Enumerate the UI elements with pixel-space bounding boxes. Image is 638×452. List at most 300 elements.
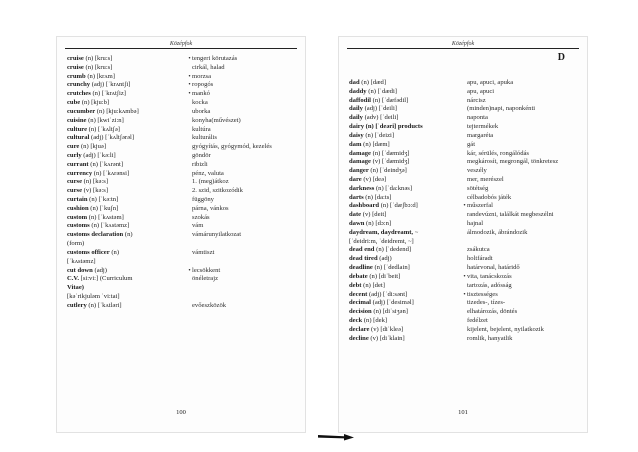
entry-translation: pénz, valuta bbox=[192, 169, 224, 177]
entry-list bbox=[349, 79, 581, 343]
entry-word: customs bbox=[67, 222, 90, 230]
page-number: 100 bbox=[176, 409, 186, 416]
entry-translation bbox=[192, 240, 299, 249]
entry-pronunciation: ~ bbox=[413, 228, 419, 236]
entry-word: daffodil bbox=[349, 96, 371, 104]
entry-headword bbox=[349, 273, 462, 282]
entry-translation: (minden)napi, naponkénti bbox=[467, 105, 536, 113]
entry-word: daydream, daydreamt, bbox=[349, 228, 414, 236]
entry-word: damage bbox=[349, 158, 371, 166]
entry-word: customs declaration bbox=[67, 231, 124, 239]
entry-word: deadline bbox=[349, 264, 373, 272]
entry-headword bbox=[349, 326, 462, 335]
dictionary-entry bbox=[67, 143, 299, 152]
entry-pronunciation: (n) [kru:s] bbox=[83, 63, 113, 71]
entry-word: daily bbox=[349, 114, 363, 122]
entry-word: decent bbox=[349, 290, 368, 298]
entry-pronunciation: (adj) [ˈdeili] bbox=[362, 105, 397, 113]
entry-pronunciation: (adj) [ˈkrʌntʃi] bbox=[90, 81, 131, 89]
dictionary-entry bbox=[349, 150, 581, 159]
entry-word: dairy (n) [ˈdeəri] products bbox=[349, 123, 423, 131]
entry-pronunciation: (n) [krʌm] bbox=[85, 72, 115, 80]
entry-pronunciation: (n) [ˈkrʌtʃiz] bbox=[90, 90, 126, 98]
dictionary-entry bbox=[349, 167, 581, 176]
dictionary-entry bbox=[67, 187, 299, 196]
section-letter: D bbox=[557, 52, 565, 63]
dictionary-entry bbox=[349, 220, 581, 229]
entry-pronunciation: (v) [kə:s] bbox=[82, 187, 109, 195]
entry-pronunciation: (n) [ˈdeindʒə] bbox=[368, 167, 407, 175]
margin-mark: • bbox=[463, 272, 466, 280]
dictionary-entry bbox=[67, 222, 299, 231]
entry-pronunciation: (form) bbox=[67, 240, 85, 248]
entry-word: dead tired bbox=[349, 255, 378, 263]
entry-headword bbox=[349, 132, 462, 141]
margin-mark: • bbox=[188, 90, 191, 98]
dictionary-entry bbox=[349, 158, 581, 167]
entry-headword bbox=[67, 249, 187, 258]
entry-translation: gát bbox=[467, 140, 476, 148]
dictionary-entry bbox=[67, 275, 299, 284]
dictionary-entry bbox=[67, 231, 299, 240]
entry-pronunciation: (n) [da:ts] bbox=[363, 193, 392, 201]
entry-headword bbox=[349, 264, 462, 273]
entry-pronunciation: (adv) [ˈdeili] bbox=[362, 114, 399, 122]
entry-pronunciation: (v) [diˈkleə] bbox=[369, 325, 404, 333]
dictionary-entry bbox=[349, 326, 581, 335]
dictionary-entry bbox=[67, 108, 299, 117]
entry-pronunciation: (n) [dek] bbox=[362, 316, 388, 324]
dictionary-entry bbox=[349, 88, 581, 97]
page-header: Középfok bbox=[65, 41, 297, 49]
entry-translation: naponta bbox=[467, 114, 488, 122]
entry-pronunciation: (n) bbox=[123, 231, 133, 239]
entry-pronunciation: (n) [kru:s] bbox=[83, 55, 113, 62]
margin-mark: • bbox=[188, 81, 191, 89]
entry-headword bbox=[349, 114, 462, 123]
entry-translation: kulturális bbox=[192, 134, 217, 142]
dictionary-entry bbox=[67, 161, 299, 170]
dictionary-entry bbox=[349, 273, 581, 282]
entry-translation: margaréta bbox=[467, 131, 494, 139]
entry-pronunciation: (n) [ˈkʌtləri] bbox=[86, 301, 122, 309]
entry-word: cut down bbox=[67, 266, 93, 274]
entry-word: debate bbox=[349, 272, 368, 280]
dictionary-entry bbox=[349, 317, 581, 326]
margin-mark: • bbox=[463, 202, 466, 210]
entry-headword bbox=[349, 211, 462, 220]
entry-word: dad bbox=[349, 79, 360, 86]
entry-translation: ribizli bbox=[192, 160, 208, 168]
entry-pronunciation: (n) bbox=[109, 248, 120, 256]
entry-translation: mer, merészel bbox=[467, 175, 504, 183]
entry-translation: apu, apuci bbox=[467, 87, 495, 95]
dictionary-entry bbox=[349, 229, 581, 238]
dictionary-entry bbox=[67, 134, 299, 143]
entry-word: dawn bbox=[349, 220, 365, 227]
entry-headword bbox=[67, 267, 187, 276]
entry-word: dead end bbox=[349, 246, 375, 254]
entry-translation: veszély bbox=[467, 167, 487, 175]
entry-word: dare bbox=[349, 175, 362, 183]
entry-translation: zsákutca bbox=[467, 246, 490, 254]
entry-translation: gyógyítás, gyógymód, kezelés bbox=[192, 143, 272, 151]
entry-translation: kultúra bbox=[192, 125, 211, 133]
entry-translation: függöny bbox=[192, 196, 214, 203]
entry-translation: célbadobós játék bbox=[467, 193, 512, 201]
entry-word: crunchy bbox=[67, 81, 91, 89]
entry-translation: morzsa bbox=[192, 72, 212, 80]
entry-headword bbox=[349, 238, 462, 247]
entry-word: debt bbox=[349, 281, 362, 289]
entry-translation: apu, apuci, apuka bbox=[467, 79, 514, 86]
dictionary-entry bbox=[349, 97, 581, 106]
entry-pronunciation: (n) [diˈsiʒən] bbox=[371, 308, 408, 316]
entry-pronunciation: (n) [ˈkʌrənsi] bbox=[92, 169, 130, 177]
entry-headword bbox=[349, 105, 462, 114]
entry-translation: vámárunyilatkozat bbox=[192, 231, 242, 239]
dictionary-entry bbox=[67, 205, 299, 214]
entry-pronunciation: (n) [ˈdædi] bbox=[366, 87, 398, 95]
entry-pronunciation: (n) [diˈbeit] bbox=[367, 272, 401, 280]
dictionary-entry bbox=[67, 99, 299, 108]
entry-headword bbox=[349, 229, 462, 238]
entry-word: declare bbox=[349, 325, 370, 333]
entry-pronunciation: (n) [ˈdedlain] bbox=[372, 264, 410, 272]
entry-headword bbox=[67, 143, 187, 152]
entry-translation: tengeri körutazás bbox=[192, 55, 238, 62]
entry-pronunciation: (n) [ˈkuʃn] bbox=[88, 204, 119, 212]
dictionary-entry bbox=[67, 196, 299, 205]
entry-headword bbox=[67, 134, 187, 143]
dictionary-entry bbox=[349, 176, 581, 185]
entry-pronunciation: (n) [kə:s] bbox=[82, 178, 109, 186]
entry-translation: uborka bbox=[192, 107, 211, 115]
entry-translation: ropogós bbox=[192, 81, 214, 89]
entry-pronunciation: (n) [ˈkʌrənt] bbox=[88, 160, 124, 168]
entry-headword bbox=[349, 335, 462, 344]
entry-headword bbox=[349, 97, 462, 106]
entry-pronunciation: [kəˈrikjuləm ˈvi:tai] bbox=[67, 292, 120, 300]
entry-word: darkness bbox=[349, 184, 375, 192]
entry-headword bbox=[349, 291, 462, 300]
entry-pronunciation: (v) [deə] bbox=[361, 175, 387, 183]
entry-pronunciation: (adj) [ˈkə:li] bbox=[81, 151, 116, 159]
entry-headword bbox=[349, 246, 462, 255]
entry-headword bbox=[67, 187, 187, 196]
dictionary-entry bbox=[349, 211, 581, 220]
entry-translation: mankó bbox=[192, 90, 210, 98]
entry-word: dam bbox=[349, 140, 362, 148]
dictionary-entry bbox=[349, 132, 581, 141]
entry-word: cure bbox=[67, 143, 80, 151]
dictionary-entry bbox=[67, 170, 299, 179]
entry-word: darts bbox=[349, 193, 364, 201]
entry-headword bbox=[67, 64, 187, 73]
entry-word: danger bbox=[349, 167, 369, 175]
entry-pronunciation: (n) [ˈdedend] bbox=[374, 246, 412, 254]
entry-word: decline bbox=[349, 334, 369, 342]
entry-headword bbox=[349, 299, 462, 308]
margin-mark: • bbox=[188, 72, 191, 80]
entry-headword bbox=[67, 178, 187, 187]
entry-pronunciation: (adj) bbox=[377, 255, 392, 263]
dictionary-entry bbox=[67, 293, 299, 302]
entry-word: deck bbox=[349, 316, 363, 324]
entry-translation bbox=[467, 238, 581, 247]
entry-translation: megkárosít, megrongál, tönkretesz bbox=[467, 158, 559, 166]
entry-headword bbox=[67, 275, 187, 284]
entry-translation: szokás bbox=[192, 213, 210, 221]
entry-pronunciation: (v) [ˈdæmidʒ] bbox=[370, 158, 410, 166]
dictionary-entry bbox=[67, 249, 299, 258]
dictionary-entry bbox=[67, 64, 299, 73]
dictionary-entry bbox=[349, 264, 581, 273]
entry-word: dashboard bbox=[349, 202, 380, 210]
entry-pronunciation: (n) [dɔ:n] bbox=[364, 220, 392, 227]
entry-translation: romlik, hanyatlik bbox=[467, 334, 513, 342]
dictionary-entry bbox=[349, 79, 581, 88]
page-header: Középfok bbox=[347, 41, 579, 49]
entry-translation: cirkál, halad bbox=[192, 63, 225, 71]
entry-translation: holtfáradt bbox=[467, 255, 493, 263]
entry-word: cushion bbox=[67, 204, 89, 212]
entry-headword bbox=[67, 293, 187, 302]
entry-headword bbox=[349, 202, 462, 211]
right-page bbox=[338, 36, 588, 433]
entry-translation: sötétség bbox=[467, 184, 489, 192]
entry-pronunciation: [ˈkʌstəmz] bbox=[67, 257, 96, 265]
dictionary-entry bbox=[67, 302, 299, 311]
entry-word: curse bbox=[67, 178, 83, 186]
entry-translation: műszerfal bbox=[467, 202, 493, 210]
entry-word: decimal bbox=[349, 299, 371, 307]
entry-translation: göndör bbox=[192, 151, 211, 159]
entry-translation: tartozás, adósság bbox=[467, 281, 512, 289]
entry-word: daddy bbox=[349, 87, 367, 95]
entry-headword bbox=[67, 302, 187, 311]
entry-translation: nárcisz bbox=[467, 96, 486, 104]
dictionary-entry bbox=[67, 240, 299, 249]
entry-translation: lecsökkent bbox=[192, 266, 221, 274]
entry-word: cruise bbox=[67, 55, 84, 62]
page-number: 101 bbox=[458, 409, 468, 416]
entry-headword bbox=[67, 214, 187, 223]
entry-headword bbox=[67, 126, 187, 135]
entry-pronunciation: (v) [diˈklain] bbox=[368, 334, 405, 342]
dictionary-entry bbox=[349, 308, 581, 317]
entry-translation: hajnal bbox=[467, 220, 484, 227]
left-page bbox=[56, 36, 306, 433]
margin-mark: • bbox=[188, 55, 191, 62]
entry-word: currency bbox=[67, 169, 93, 177]
entry-translation: kijelent, bejelent, nyilatkozik bbox=[467, 325, 544, 333]
entry-pronunciation: [si:vi:] (Curriculum bbox=[78, 275, 133, 283]
entry-headword bbox=[67, 205, 187, 214]
entry-pronunciation: (n) [ˈdæfədil] bbox=[370, 96, 409, 104]
dictionary-entry bbox=[349, 123, 581, 132]
entry-pronunciation: (n) [ˈkʌstəmz] bbox=[89, 222, 130, 230]
entry-headword bbox=[67, 108, 187, 117]
entry-headword bbox=[349, 194, 462, 203]
entry-translation: elhatározás, döntés bbox=[467, 308, 518, 316]
entry-headword bbox=[349, 185, 462, 194]
dictionary-entry bbox=[67, 258, 299, 267]
entry-headword bbox=[349, 79, 462, 88]
entry-pronunciation: (n) [kjuə] bbox=[79, 143, 107, 151]
entry-translation bbox=[192, 284, 299, 293]
entry-word: customs officer bbox=[67, 248, 110, 256]
entry-headword bbox=[349, 167, 462, 176]
entry-pronunciation: (n) [kju:kʌmbə] bbox=[95, 107, 139, 115]
entry-pronunciation: (v) [deit] bbox=[361, 211, 387, 219]
entry-translation: evőeszközök bbox=[192, 301, 227, 309]
entry-pronunciation: (n) [ˈkə:tn] bbox=[87, 196, 119, 203]
dictionary-entry bbox=[349, 246, 581, 255]
entry-pronunciation: (n) [kwiˈzi:n] bbox=[86, 116, 124, 124]
entry-translation: vámtiszt bbox=[192, 248, 215, 256]
entry-translation: 2. szid, szitkozódik bbox=[192, 187, 243, 195]
entry-translation: tisztességes bbox=[467, 290, 498, 298]
entry-pronunciation: (n) [ˈda:knəs] bbox=[374, 184, 413, 192]
entry-pronunciation: (n) [dæm] bbox=[361, 140, 390, 148]
dictionary-entry bbox=[67, 284, 299, 293]
entry-headword bbox=[67, 81, 187, 90]
entry-word: curse bbox=[67, 187, 83, 195]
entry-pronunciation: (n) [ˈkʌltʃə] bbox=[87, 125, 120, 133]
entry-headword bbox=[67, 55, 187, 64]
dictionary-entry bbox=[67, 55, 299, 64]
entry-word: cultural bbox=[67, 134, 90, 142]
entry-word: custom bbox=[67, 213, 88, 221]
entry-word: curtain bbox=[67, 196, 88, 203]
dictionary-entry bbox=[349, 282, 581, 291]
entry-word: C.V. bbox=[67, 275, 79, 283]
dictionary-entry bbox=[349, 105, 581, 114]
entry-headword bbox=[67, 170, 187, 179]
entry-headword bbox=[67, 258, 187, 267]
entry-word: cucumber bbox=[67, 107, 96, 115]
entry-pronunciation: (adj) [ˈdesiməl] bbox=[370, 299, 414, 307]
entry-translation: önéletrajz bbox=[192, 275, 218, 283]
entry-headword bbox=[349, 308, 462, 317]
entry-headword bbox=[67, 196, 187, 205]
entry-word: daily bbox=[349, 105, 363, 113]
entry-pronunciation: (n) [ˈdeizi] bbox=[363, 131, 395, 139]
entry-translation: határvonal, határidő bbox=[467, 264, 520, 272]
entry-word: damage bbox=[349, 149, 371, 157]
dictionary-entry bbox=[67, 126, 299, 135]
entry-translation: tizedes-, tízes- bbox=[467, 299, 506, 307]
entry-pronunciation: (adj) [ˈkʌltʃərəl] bbox=[89, 134, 135, 142]
dictionary-entry bbox=[67, 90, 299, 99]
dictionary-entry bbox=[349, 202, 581, 211]
entry-pronunciation: (n) [ˈdæmidʒ] bbox=[370, 149, 410, 157]
entry-word: crutches bbox=[67, 90, 91, 98]
dictionary-entry bbox=[67, 117, 299, 126]
dictionary-entry bbox=[349, 141, 581, 150]
entry-headword bbox=[349, 317, 462, 326]
entry-headword bbox=[67, 231, 187, 240]
entry-pronunciation: [ˈdeidri:m, ˈdeidremt, ~] bbox=[349, 237, 414, 245]
entry-headword bbox=[67, 73, 187, 82]
entry-headword bbox=[349, 88, 462, 97]
margin-mark: • bbox=[188, 266, 191, 274]
entry-word: culture bbox=[67, 125, 88, 133]
dictionary-entry bbox=[67, 73, 299, 82]
entry-headword bbox=[349, 176, 462, 185]
entry-pronunciation: (n) [det] bbox=[361, 281, 385, 289]
entry-headword bbox=[67, 161, 187, 170]
arrow-icon bbox=[318, 433, 354, 441]
entry-translation: párna, vánkos bbox=[192, 204, 229, 212]
entry-pronunciation: (adj) bbox=[92, 266, 107, 274]
entry-translation: randevúzni, találkát megbeszélni bbox=[467, 211, 554, 219]
entry-headword bbox=[67, 284, 187, 293]
entry-headword bbox=[349, 123, 462, 132]
entry-word: cruise bbox=[67, 63, 84, 71]
entry-word: Vitae) bbox=[67, 284, 84, 292]
entry-translation bbox=[192, 293, 299, 302]
dictionary-entry bbox=[67, 267, 299, 276]
entry-headword bbox=[349, 141, 462, 150]
entry-translation: kár, sérülés, rongálódás bbox=[467, 149, 529, 157]
entry-word: daisy bbox=[349, 131, 364, 139]
entry-translation bbox=[192, 258, 299, 267]
entry-pronunciation: (n) [ˈdæʃbɔ:d] bbox=[379, 202, 418, 210]
entry-headword bbox=[67, 222, 187, 231]
dictionary-entry bbox=[349, 255, 581, 264]
dictionary-entry bbox=[349, 114, 581, 123]
entry-headword bbox=[349, 255, 462, 264]
entry-headword bbox=[349, 220, 462, 229]
entry-word: cuisine bbox=[67, 116, 87, 124]
entry-translation: tejtermékek bbox=[467, 123, 499, 131]
entry-headword bbox=[349, 158, 462, 167]
entry-translation: álmodozik, ábrándozik bbox=[467, 228, 528, 236]
dictionary-entry bbox=[67, 178, 299, 187]
entry-translation: vita, tanácskozás bbox=[467, 272, 512, 280]
entry-headword bbox=[67, 152, 187, 161]
entry-pronunciation: (n) [ˈkʌstəm] bbox=[87, 213, 124, 221]
entry-pronunciation: (adj) [ˈdi:sənt] bbox=[367, 290, 408, 298]
dictionary-entry bbox=[349, 194, 581, 203]
entry-word: decision bbox=[349, 308, 372, 316]
entry-headword bbox=[349, 282, 462, 291]
entry-word: currant bbox=[67, 160, 89, 168]
dictionary-entry bbox=[349, 238, 581, 247]
entry-translation: vám bbox=[192, 222, 204, 230]
entry-headword bbox=[67, 99, 187, 108]
dictionary-entry bbox=[349, 291, 581, 300]
entry-pronunciation: (n) [kju:b] bbox=[80, 99, 110, 107]
entry-word: curly bbox=[67, 151, 82, 159]
entry-headword bbox=[349, 150, 462, 159]
dictionary-entry bbox=[349, 335, 581, 344]
margin-mark: • bbox=[463, 290, 466, 298]
entry-headword bbox=[67, 90, 187, 99]
entry-word: date bbox=[349, 211, 362, 219]
dictionary-entry bbox=[67, 152, 299, 161]
entry-word: crumb bbox=[67, 72, 86, 80]
entry-headword bbox=[67, 240, 187, 249]
entry-word: cutlery bbox=[67, 301, 87, 309]
entry-translation: kocka bbox=[192, 99, 208, 107]
dictionary-entry bbox=[67, 81, 299, 90]
entry-translation: konyha(művészet) bbox=[192, 116, 241, 124]
dictionary-entry bbox=[67, 214, 299, 223]
entry-translation: 1. (meg)átkoz bbox=[192, 178, 229, 186]
